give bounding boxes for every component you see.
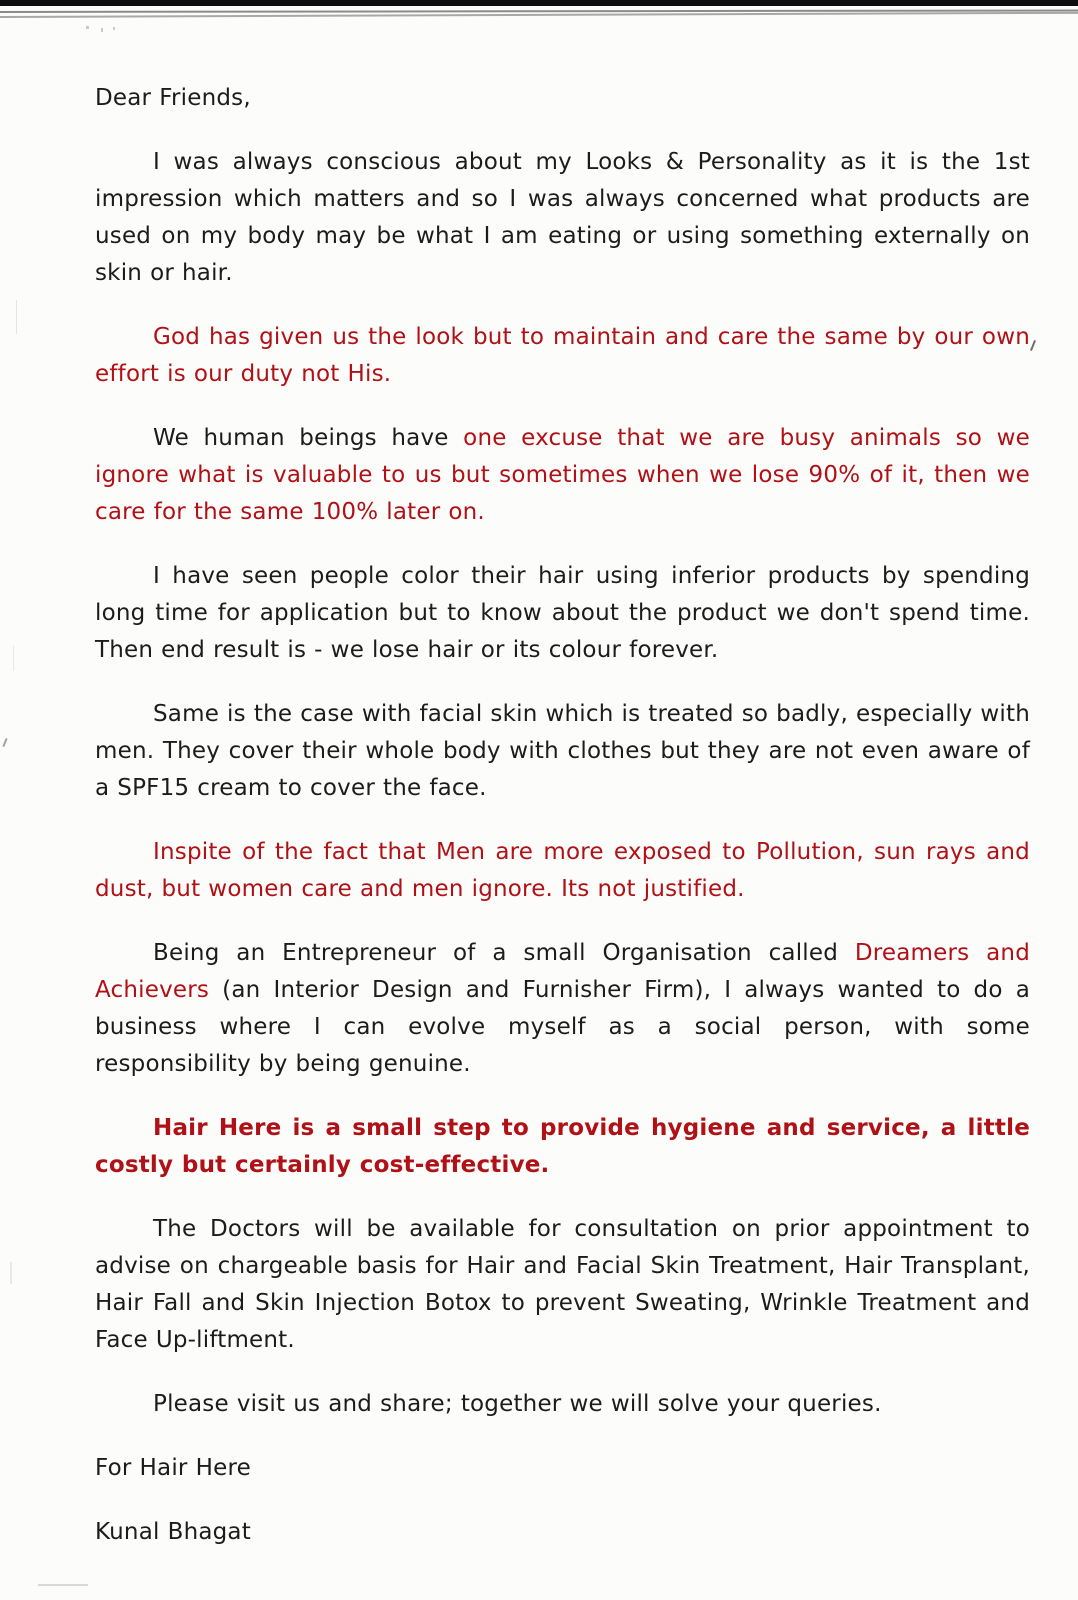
para-facial-skin: [95, 696, 1030, 807]
text-segment: For Hair Here: [95, 1455, 251, 1481]
text-segment: The Doctors will be available for consultation on prior appointment to advise on chargeable basis for Hair and Facial Skin Treatment, Hair Transplant, Hair Fall and Skin Injection Botox to prevent Sweating, Wrinkle Treatment and Face Up-liftment.: [95, 1216, 1030, 1353]
scan-speck: [38, 1584, 88, 1586]
scan-top-edge-bar: [0, 0, 1078, 6]
scan-speck: [13, 645, 14, 671]
scan-speck: [101, 28, 103, 32]
scan-speck: [16, 300, 17, 334]
para-please-visit: [95, 1386, 1030, 1423]
text-segment: We human beings have: [153, 425, 464, 451]
para-looks-personality: [95, 144, 1030, 292]
scan-stray-mark: [2, 738, 7, 747]
text-segment: I have seen people color their hair using inferior products by spending long time for application but to know about the product we don't spend time. Then end result is - we lose hair or its colour forever.: [95, 563, 1030, 663]
scan-speck: [10, 1262, 12, 1284]
para-doctors-consultation: [95, 1211, 1030, 1359]
greeting: [95, 80, 1030, 117]
para-busy-animals: [95, 420, 1030, 531]
text-segment: Dreamers and Achievers: [95, 940, 1030, 1003]
para-god-given-look: [95, 319, 1030, 393]
text-segment: one excuse that we are busy animals so we ignore what is valuable to us but sometimes when we lose 90% of it, then we care for the same 100% later on.: [95, 425, 1030, 525]
text-segment: I was always conscious about my Looks & Personality as it is the 1st impression which matters and so I was always concerned what products are used on my body may be what I am eating or using something externally on skin or hair.: [95, 149, 1030, 286]
text-segment: Dear Friends,: [95, 85, 251, 111]
text-segment: (an Interior Design and Furnisher Firm), I always wanted to do a business where I can evolve myself as a social person, with some responsibility by being genuine.: [95, 977, 1030, 1077]
scan-stray-mark: [1030, 340, 1036, 351]
text-segment: Being an Entrepreneur of a small Organisation called: [153, 940, 855, 966]
para-entrepreneur: [95, 935, 1030, 1083]
text-segment: Same is the case with facial skin which is treated so badly, especially with men. They cover their whole body with clothes but they are not even aware of a SPF15 cream to cover the face.: [95, 701, 1030, 801]
para-hair-here-step: [95, 1110, 1030, 1184]
letter-body: [95, 80, 1030, 1578]
scan-speck: [86, 26, 89, 29]
text-segment: Hair Here is a small step to provide hygiene and service, a little costly but certainly cost-effective.: [95, 1115, 1030, 1178]
text-segment: Inspite of the fact that Men are more exposed to Pollution, sun rays and dust, but women care and men ignore. Its not justified.: [95, 839, 1030, 902]
signoff-company: [95, 1450, 1030, 1487]
signature-name: [95, 1514, 1030, 1551]
para-men-exposed: [95, 834, 1030, 908]
text-segment: Kunal Bhagat: [95, 1519, 251, 1545]
text-segment: God has given us the look but to maintain and care the same by our own effort is our duty not His.: [95, 324, 1030, 387]
text-segment: Please visit us and share; together we will solve your queries.: [153, 1391, 882, 1417]
scan-speck: [113, 27, 115, 30]
para-hair-color-products: [95, 558, 1030, 669]
